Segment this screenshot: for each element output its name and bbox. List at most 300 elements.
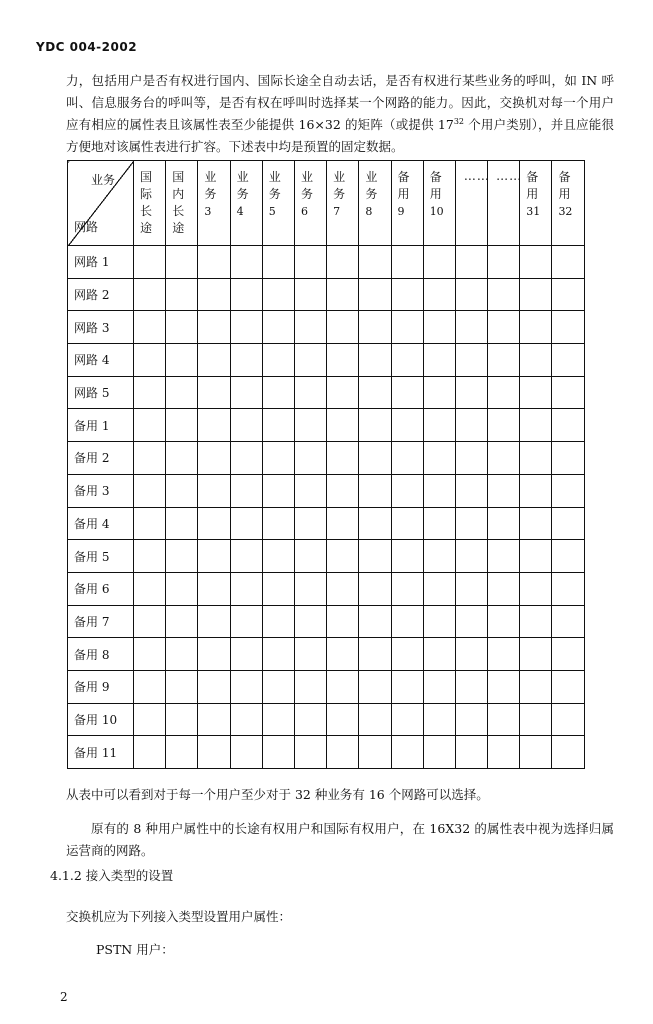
matrix-cell [552,311,584,344]
matrix-cell [359,507,391,540]
matrix-cell [134,736,166,769]
matrix-cell [423,507,455,540]
column-header-char: 备 [429,170,442,184]
column-header [294,161,326,246]
matrix-cell [327,638,359,671]
matrix-cell [455,442,487,475]
matrix-cell [423,736,455,769]
matrix-cell [391,311,423,344]
ellipsis-label: …… [463,169,490,183]
matrix-cell [134,670,166,703]
column-header [520,161,552,246]
column-header-char: 国 [172,170,185,184]
column-header [327,161,359,246]
column-header-label [424,161,455,220]
matrix-cell [391,409,423,442]
matrix-cell [520,311,552,344]
matrix-cell [552,572,584,605]
matrix-cell [359,278,391,311]
matrix-cell [359,670,391,703]
column-header-char: 途 [140,221,153,235]
matrix-cell [423,442,455,475]
matrix-cell [359,376,391,409]
matrix-cell [262,474,294,507]
matrix-cell [262,507,294,540]
matrix-cell [166,409,198,442]
matrix-cell [262,605,294,638]
legacy-attributes-paragraph: 原有的 8 种用户属性中的长途有权用户和国际有权用户，在 16X32 的属性表中视为选择归属运营商的网路。 [66,821,614,858]
matrix-cell [327,278,359,311]
matrix-cell [423,670,455,703]
matrix-cell [552,540,584,573]
matrix-cell [327,344,359,377]
matrix-cell [391,572,423,605]
column-header [230,161,262,246]
exponent: 32 [453,116,465,126]
matrix-cell [488,474,520,507]
matrix-cell [488,572,520,605]
column-header-char: 业 [333,170,346,184]
column-header-char: 6 [300,205,308,218]
matrix-cell [423,246,455,279]
matrix-cell [520,736,552,769]
column-header [359,161,391,246]
column-header-label [295,161,326,220]
matrix-cell [520,376,552,409]
matrix-cell [134,246,166,279]
matrix-cell [423,572,455,605]
column-header-char: 长 [172,204,185,218]
matrix-cell [327,376,359,409]
table-row [68,409,585,442]
column-header-label [134,161,165,237]
matrix-cell [327,311,359,344]
matrix-cell [294,344,326,377]
section-heading: 4.1.2 接入类型的设置 [50,868,174,883]
column-header-char: 备 [558,170,571,184]
matrix-cell [198,409,230,442]
matrix-cell [134,703,166,736]
matrix-cell [552,670,584,703]
corner-label-service: 业务 [90,173,115,187]
matrix-cell [294,703,326,736]
matrix-cell [198,376,230,409]
matrix-cell [359,442,391,475]
table-row [68,344,585,377]
matrix-cell [327,670,359,703]
column-header-char: 内 [172,187,185,201]
matrix-cell [327,507,359,540]
table-row [68,246,585,279]
matrix-cell [134,311,166,344]
matrix-cell [423,638,455,671]
column-header-char: 用 [526,187,539,201]
row-label: 网路 5 [68,376,134,409]
row-label: 备用 11 [68,736,134,769]
matrix-cell [520,638,552,671]
matrix-cell [359,703,391,736]
matrix-cell [198,344,230,377]
matrix-cell [552,442,584,475]
matrix-cell [230,474,262,507]
matrix-cell [327,703,359,736]
matrix-cell [134,540,166,573]
column-header [552,161,584,246]
matrix-cell [166,670,198,703]
matrix-cell [166,638,198,671]
matrix-cell [262,670,294,703]
matrix-cell [359,736,391,769]
table-row [68,670,585,703]
matrix-cell [262,344,294,377]
matrix-cell [230,638,262,671]
matrix-cell [488,638,520,671]
row-label: 备用 10 [68,703,134,736]
column-header-char: 务 [204,187,217,201]
attribute-matrix-table [67,160,585,769]
matrix-cell [552,474,584,507]
matrix-cell [391,540,423,573]
matrix-cell [455,311,487,344]
matrix-cell [455,344,487,377]
matrix-cell [327,736,359,769]
column-header-char: 际 [140,187,153,201]
row-label: 备用 6 [68,572,134,605]
table-row [68,540,585,573]
matrix-cell [455,474,487,507]
page-number: 2 [60,990,68,1004]
row-label: 备用 8 [68,638,134,671]
column-header-char: 用 [558,187,571,201]
table-row [68,736,585,769]
matrix-cell [391,736,423,769]
column-header-char: 备 [397,170,410,184]
matrix-cell [294,311,326,344]
matrix-cell [198,507,230,540]
matrix-cell [520,474,552,507]
matrix-cell [552,703,584,736]
matrix-cell [359,311,391,344]
matrix-cell [166,703,198,736]
matrix-cell [552,409,584,442]
matrix-cell [488,736,520,769]
matrix-cell [455,540,487,573]
matrix-cell [230,278,262,311]
matrix-cell [134,572,166,605]
matrix-cell [262,736,294,769]
column-header-char: 业 [300,170,313,184]
matrix-cell [230,409,262,442]
table-row [68,376,585,409]
column-header [391,161,423,246]
matrix-cell [230,507,262,540]
matrix-cell [294,572,326,605]
matrix-cell [552,246,584,279]
column-header [455,161,490,246]
matrix-cell [198,670,230,703]
matrix-cell [134,507,166,540]
column-header-char: 业 [204,170,217,184]
matrix-cell [198,638,230,671]
column-header-label [359,161,390,220]
matrix-cell [327,246,359,279]
matrix-cell [359,344,391,377]
table-row [68,572,585,605]
matrix-cell [198,442,230,475]
matrix-cell [520,409,552,442]
matrix-cell [423,703,455,736]
matrix-cell [262,703,294,736]
matrix-cell [262,311,294,344]
column-header-char: 32 [558,205,573,218]
matrix-cell [198,605,230,638]
matrix-cell [294,409,326,442]
row-label: 备用 9 [68,670,134,703]
matrix-cell [294,507,326,540]
column-header-label [198,161,229,220]
matrix-cell [294,605,326,638]
matrix-cell [488,278,520,311]
matrix-cell [455,246,487,279]
column-header-char: 国 [140,170,153,184]
matrix-cell [294,376,326,409]
matrix-cell [134,344,166,377]
column-header-char: 务 [365,187,378,201]
matrix-cell [327,572,359,605]
matrix-cell [198,311,230,344]
column-header-char: 8 [365,205,373,218]
column-header-char: 4 [236,205,244,218]
matrix-cell [455,670,487,703]
matrix-cell [520,540,552,573]
matrix-cell [230,540,262,573]
matrix-cell [327,605,359,638]
matrix-cell [520,246,552,279]
table-row [68,278,585,311]
row-label: 备用 4 [68,507,134,540]
matrix-cell [488,670,520,703]
column-header-char: 5 [268,205,276,218]
matrix-cell [294,670,326,703]
column-header-char: 业 [236,170,249,184]
matrix-cell [455,409,487,442]
pstn-user-label: PSTN 用户： [96,942,174,957]
matrix-cell [391,605,423,638]
column-header [423,161,455,246]
column-header-label [520,161,551,220]
column-header-char: 业 [365,170,378,184]
table-row [68,507,585,540]
matrix-cell [166,474,198,507]
matrix-cell [423,409,455,442]
matrix-cell [166,278,198,311]
matrix-cell [552,638,584,671]
matrix-cell [166,344,198,377]
matrix-cell [166,540,198,573]
matrix-cell [198,572,230,605]
matrix-cell [230,246,262,279]
row-label: 备用 7 [68,605,134,638]
row-label: 网路 1 [68,246,134,279]
matrix-cell [488,246,520,279]
matrix-cell [488,605,520,638]
matrix-cell [359,638,391,671]
document-code-header: YDC 004-2002 [36,40,138,54]
matrix-cell [455,638,487,671]
matrix-cell [327,540,359,573]
matrix-cell [359,474,391,507]
table-row [68,311,585,344]
row-label: 备用 1 [68,409,134,442]
matrix-cell [488,507,520,540]
matrix-cell [391,376,423,409]
matrix-cell [455,278,487,311]
matrix-cell [520,670,552,703]
table-body [68,246,585,769]
column-header-char: 用 [429,187,442,201]
matrix-cell [359,605,391,638]
matrix-cell [520,572,552,605]
diagonal-corner-cell [68,161,134,246]
column-header-char: 途 [172,221,185,235]
column-header-label [263,161,294,220]
matrix-cell [455,736,487,769]
matrix-cell [134,474,166,507]
column-header-char: 务 [300,187,313,201]
matrix-cell [520,605,552,638]
corner-label-network: 网路 [74,220,99,234]
column-header-label [552,161,583,220]
matrix-cell [294,474,326,507]
matrix-cell [552,736,584,769]
intro-paragraph [66,70,614,158]
matrix-cell [488,409,520,442]
matrix-cell [294,638,326,671]
matrix-cell [391,670,423,703]
matrix-cell [359,409,391,442]
matrix-cell [294,278,326,311]
matrix-cell [294,246,326,279]
matrix-cell [294,540,326,573]
matrix-cell [198,246,230,279]
column-header-char: 长 [140,204,153,218]
matrix-cell [166,507,198,540]
column-header-char: 用 [397,187,410,201]
matrix-cell [391,278,423,311]
matrix-cell [166,246,198,279]
column-header-label [327,161,358,220]
column-header-char: 10 [429,205,444,218]
matrix-cell [294,442,326,475]
matrix-cell [455,507,487,540]
matrix-cell [134,442,166,475]
column-header-char: 9 [397,205,405,218]
row-label: 网路 3 [68,311,134,344]
column-header [262,161,294,246]
column-header [134,161,166,246]
table-row [68,442,585,475]
column-header [488,161,523,246]
matrix-cell [520,507,552,540]
ellipsis-label: …… [496,169,523,183]
matrix-cell [327,409,359,442]
matrix-cell [488,311,520,344]
matrix-cell [391,507,423,540]
column-header-char: 7 [333,205,341,218]
table-row [68,474,585,507]
table-summary-paragraph: 从表中可以看到对于每一个用户至少对于 32 种业务有 16 个网路可以选择。 [66,787,489,802]
matrix-cell [423,278,455,311]
matrix-cell [166,376,198,409]
matrix-cell [134,605,166,638]
row-label: 网路 2 [68,278,134,311]
matrix-cell [134,409,166,442]
matrix-cell [262,572,294,605]
matrix-cell [198,278,230,311]
column-header-char: 务 [236,187,249,201]
matrix-cell [520,344,552,377]
matrix-cell [230,344,262,377]
matrix-cell [423,376,455,409]
column-header-label [166,161,197,237]
matrix-cell [230,376,262,409]
column-header-char: 业 [268,170,281,184]
matrix-cell [391,703,423,736]
matrix-cell [552,605,584,638]
matrix-cell [327,442,359,475]
matrix-cell [230,736,262,769]
table-row [68,703,585,736]
column-header [166,161,198,246]
matrix-cell [230,605,262,638]
matrix-cell [488,703,520,736]
matrix-cell [552,278,584,311]
matrix-cell [391,474,423,507]
matrix-cell [423,311,455,344]
matrix-cell [455,605,487,638]
matrix-cell [552,376,584,409]
intro-text-part2: 个用户类别），并且应能很方便地对该属性表进行扩容。下述表中均是预置的固定数据。 [66,117,614,154]
column-header-label [392,161,423,220]
matrix-cell [359,572,391,605]
matrix-cell [166,442,198,475]
table-row [68,638,585,671]
matrix-cell [488,540,520,573]
matrix-cell [455,572,487,605]
matrix-cell [294,736,326,769]
matrix-cell [166,605,198,638]
matrix-cell [166,572,198,605]
matrix-cell [488,344,520,377]
matrix-cell [262,540,294,573]
matrix-cell [262,442,294,475]
table-row [68,605,585,638]
row-label: 备用 5 [68,540,134,573]
matrix-cell [230,703,262,736]
matrix-cell [327,474,359,507]
matrix-cell [552,344,584,377]
matrix-cell [423,474,455,507]
row-label: 备用 2 [68,442,134,475]
access-type-paragraph: 交换机应为下列接入类型设置用户属性： [66,909,292,924]
matrix-cell [230,442,262,475]
matrix-cell [262,376,294,409]
matrix-cell [262,246,294,279]
matrix-cell [166,311,198,344]
matrix-cell [391,442,423,475]
matrix-cell [230,572,262,605]
matrix-cell [230,311,262,344]
